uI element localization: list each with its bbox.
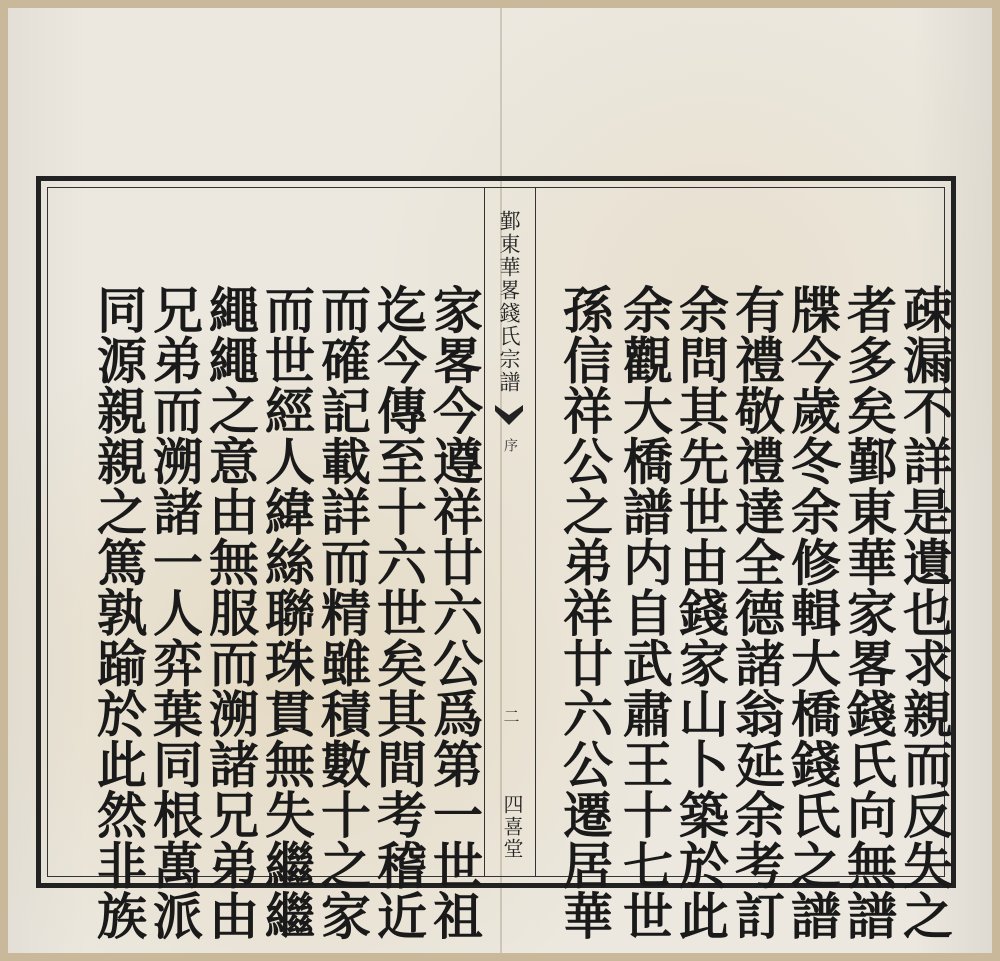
text-column: 余問其先世由錢家山卜築於此: [671, 284, 730, 941]
text-column: 孫信祥公之弟祥廿六公遷居華: [555, 284, 614, 941]
text-column: 有禮敬禮達全德諸翁延余考訂: [727, 284, 786, 941]
text-column: 家畧今遵祥廿六公爲第一世祖: [425, 284, 484, 941]
text-column: 而確記載詳而精雖積數十之家: [313, 284, 372, 941]
fish-tail-mark-icon: [493, 403, 525, 429]
hall-name: 四喜堂: [500, 794, 524, 860]
center-column: [484, 188, 536, 876]
text-column: 牒今歲冬余修輯大橋錢氏之譜: [783, 284, 842, 941]
text-column: 繩繩之意由無服而溯諸兄弟由: [201, 284, 260, 941]
text-column: 而世經人緯絲聯珠貫無失繼繼: [257, 284, 316, 941]
running-title: 鄞東華畧錢氏宗譜: [497, 210, 521, 394]
inner-frame: [47, 187, 954, 941]
text-column: 余觀大橋譜内自武肅王十七世: [615, 284, 674, 941]
text-column: 迄今傳至十六世矣其間考稽近: [369, 284, 428, 941]
text-column: 者多矣鄞東華家畧錢氏向無譜: [839, 284, 898, 941]
text-column: 疎漏不詳是遺也求親而反失之: [895, 284, 954, 941]
section-label: 序: [502, 438, 518, 452]
folio-number: 二: [501, 708, 520, 724]
printed-frame: [36, 176, 956, 941]
text-column: 同源親親之篤孰踰於此然非族: [89, 284, 148, 941]
text-column: 兄弟而溯諸一人弈葉同根萬派: [145, 284, 204, 941]
